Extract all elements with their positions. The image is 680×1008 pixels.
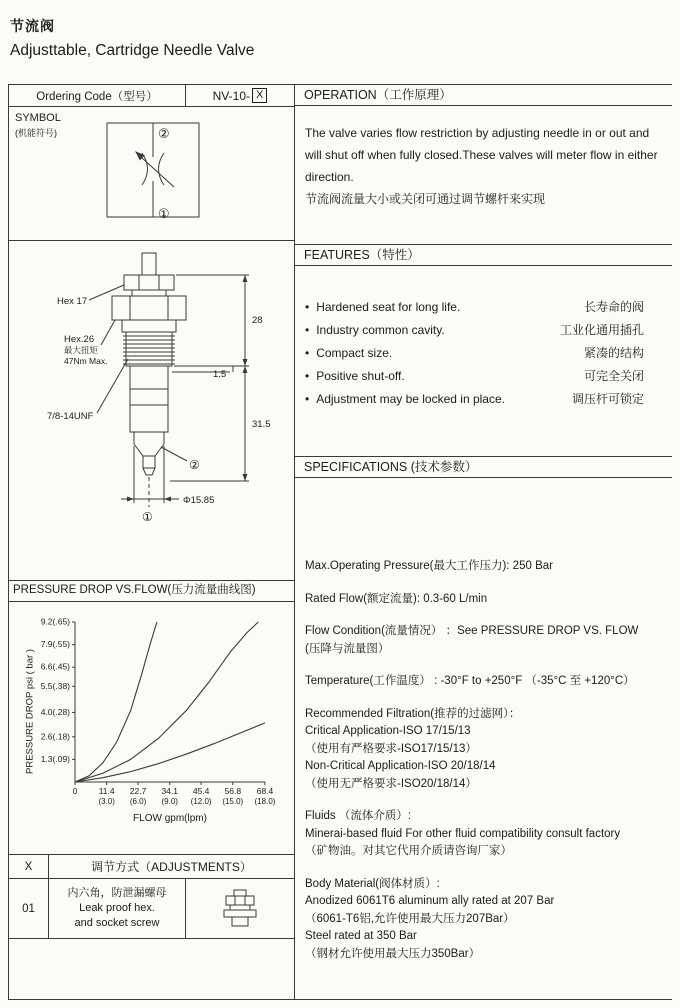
- spec-line: （使用无严格要求-ISO20/18/14）: [305, 777, 477, 790]
- adjustment-code: 01: [9, 879, 49, 938]
- chart-series-mid-open-2: [75, 622, 258, 782]
- spec-rated-flow: [305, 591, 660, 609]
- x-tick-sublabel: (18.0): [254, 797, 276, 806]
- symbol-section: [9, 107, 294, 241]
- nose-shape: [134, 432, 164, 456]
- x-tick-label: 11.4: [98, 786, 115, 796]
- symbol-label-zh: (机能符号): [15, 128, 57, 138]
- feature-text-zh: 工业化通用插孔: [559, 323, 644, 337]
- feature-item: [305, 296, 644, 319]
- spec-filtration: [305, 706, 660, 794]
- x-tick-sublabel: (6.0): [129, 797, 147, 806]
- feature-item: [305, 388, 644, 411]
- chart-ticks: [41, 617, 276, 807]
- right-column: [295, 84, 672, 1000]
- hex17-label: Hex 17: [57, 296, 88, 307]
- x-tick-sublabel: (3.0): [98, 797, 115, 806]
- spec-line: Recommended Filtration(推荐的过滤网）：: [305, 707, 521, 720]
- operation-text-zh: 节流阀流量大小或关闭可通过调节螺杆来实现: [305, 192, 546, 206]
- adjustment-screw-figure: [210, 886, 270, 932]
- spec-line: Rated Flow(额定流量): 0.3-60 L/min: [305, 592, 488, 605]
- feature-text-en: • Positive shut-off.: [316, 369, 405, 383]
- feature-text-zh: 调压杆可锁定: [571, 392, 644, 406]
- adjustment-description: [49, 879, 186, 938]
- specifications-header-text: SPECIFICATIONS (技术参数）: [304, 460, 478, 474]
- adjustments-header-row: [9, 855, 294, 879]
- symbol-lines: [107, 123, 199, 217]
- ordering-code-value: [186, 85, 294, 106]
- spec-line: Minerai-based fluid For other fluid compatibility consult factory: [305, 827, 621, 840]
- feature-text-zh: 长寿命的阀: [583, 300, 644, 314]
- operation-text-en: The valve varies flow restriction by adjusting needle in or out and will shut off when fully closed.These valves will meter flow in either direction.: [305, 126, 658, 184]
- x-tick-sublabel: (12.0): [190, 797, 212, 806]
- spec-line: Fluids （流体介质）:: [305, 810, 412, 822]
- ordering-code-label: Ordering Code（型号）: [9, 85, 186, 106]
- spec-line: （使用有严格要求-ISO17/15/13）: [305, 742, 477, 755]
- hex26-label: Hex.26: [64, 334, 95, 345]
- features-header-text: FEATURES（特性）: [304, 248, 420, 262]
- y-tick-label: 5.5(.38): [40, 680, 70, 691]
- spec-line: （6061-T6铝,允许使用最大压力207Bar）: [305, 912, 515, 925]
- hex-body-shape: [112, 296, 186, 320]
- chart-curves: [75, 622, 265, 782]
- adjustment-desc-en2: and socket screw: [74, 917, 160, 929]
- feature-text-en: • Hardened seat for long life.: [316, 300, 461, 314]
- dim-28-label: 28: [252, 315, 263, 326]
- operation-body: [295, 106, 672, 244]
- y-tick-label: 9.2(.65): [40, 616, 70, 627]
- specifications-header: [295, 456, 672, 478]
- chart-header-text: PRESSURE DROP VS.FLOW(压力流量曲线图): [13, 584, 256, 596]
- adjustments-col-x: X: [9, 855, 49, 878]
- spec-line: Steel rated at 350 Bar: [305, 930, 417, 942]
- spec-max-pressure: [305, 558, 660, 576]
- spec-line: Flow Condition(流量情况） ：See PRESSURE DROP VS. FLOW: [305, 625, 639, 637]
- y-tick-label: 6.6(.45): [40, 661, 70, 672]
- adjustment-desc-zh: 内六角，防泄漏螺母: [67, 887, 167, 899]
- page-header: [10, 16, 254, 60]
- x-tick-sublabel: (9.0): [161, 797, 178, 806]
- adjustment-figure-cell: [186, 879, 294, 938]
- drawing-port-1-label: ①: [142, 510, 153, 524]
- spec-line: Critical Application-ISO 17/15/13: [305, 725, 471, 737]
- page-title-zh: 节流阀: [10, 18, 55, 34]
- thread-shape: [126, 332, 172, 366]
- features-header: [295, 244, 672, 266]
- main-layout: [8, 84, 672, 1000]
- y-tick-label: 7.9(.55): [40, 639, 70, 650]
- spec-line: Max.Operating Pressure(最大工作压力): 250 Bar: [305, 560, 553, 572]
- feature-item: [305, 319, 644, 342]
- torque-label: 47Nm Max.: [64, 356, 108, 366]
- spec-fluids: [305, 808, 660, 861]
- chart-canvas: [13, 610, 293, 830]
- chart-series-restricted-1: [75, 622, 157, 782]
- valve-outline: [89, 253, 249, 507]
- adjustment-desc-en1: Leak proof hex.: [79, 902, 155, 914]
- ordering-code-prefix: NV-10-: [212, 88, 250, 103]
- adjustments-empty-row: [9, 939, 294, 999]
- y-axis-label: PRESSURE DROP psi ( bar ): [24, 649, 36, 774]
- spec-temperature: [305, 673, 660, 691]
- dim-1-5-label: 1.5: [213, 369, 227, 380]
- x-tick-label: 22.7: [129, 786, 147, 796]
- spec-flow-condition: [305, 623, 660, 658]
- chart-header: [9, 581, 294, 602]
- feature-item: [305, 365, 644, 388]
- pressure-flow-chart: [9, 602, 294, 855]
- dim-diameter-label: Φ15.85: [183, 495, 215, 506]
- features-list: [295, 266, 672, 456]
- spec-body-material: [305, 876, 660, 964]
- x-tick-label: 34.1: [161, 786, 178, 796]
- feature-text-en: • Adjustment may be locked in place.: [316, 392, 505, 406]
- x-tick-sublabel: (15.0): [222, 797, 244, 806]
- spec-line: Temperature(工作温度） : -30°F to +250°F （-35°C 至 +120°C）: [305, 675, 635, 687]
- left-column: [8, 84, 295, 1000]
- valve-cross-section: [9, 241, 294, 579]
- torque-zh-label: 最大扭矩: [64, 345, 99, 355]
- spec-line: （矿物油。对其它代用介质请咨询厂家）: [305, 845, 512, 857]
- ordering-code-x: X: [252, 88, 267, 103]
- adjust-arrow-icon: [141, 157, 174, 187]
- spec-line: Anodized 6061T6 aluminum ally rated at 207 Bar: [305, 895, 555, 907]
- symbol-label: SYMBOL: [15, 112, 61, 124]
- adjustment-row-01: [9, 879, 294, 939]
- feature-text-zh: 紧凑的结构: [583, 346, 644, 360]
- dim-31-5-label: 31.5: [252, 419, 271, 430]
- screw-outline: [224, 890, 256, 926]
- y-tick-label: 2.6(.18): [40, 731, 70, 742]
- cartridge-body-shape: [130, 366, 168, 432]
- x-axis-label: FLOW gpm(lpm): [133, 813, 207, 824]
- operation-header: [295, 84, 672, 106]
- feature-item: [305, 342, 644, 365]
- spec-line: Body Material(阀体材质）:: [305, 877, 440, 890]
- x-tick-label: 0: [72, 786, 78, 796]
- x-tick-label: 68.4: [256, 786, 274, 796]
- valve-drawing-section: [9, 241, 294, 581]
- symbol-port-2-label: ②: [158, 126, 170, 141]
- adjustments-table: [9, 855, 294, 999]
- spec-line: （钢材允许使用最大压力350Bar）: [305, 947, 481, 960]
- thread-label: 7/8-14UNF: [47, 411, 94, 422]
- feature-text-zh: 可完全关闭: [583, 369, 644, 383]
- drawing-port-2-label: ②: [189, 458, 200, 472]
- specifications-body: [295, 478, 672, 999]
- page-title-en: Adjusttable, Cartridge Needle Valve: [10, 42, 255, 59]
- spec-line: Non-Critical Application-ISO 20/18/14: [305, 760, 496, 772]
- ordering-code-row: [9, 85, 294, 107]
- feature-text-en: • Industry common cavity.: [316, 323, 445, 337]
- operation-header-text: OPERATION（工作原理）: [304, 88, 452, 102]
- feature-text-en: • Compact size.: [316, 346, 393, 360]
- y-tick-label: 1.3(.09): [40, 753, 70, 764]
- locknut-shape: [124, 275, 174, 290]
- adjustments-title: 调节方式（ADJUSTMENTS）: [91, 860, 252, 874]
- y-tick-label: 4.0(.28): [40, 706, 70, 717]
- x-tick-label: 56.8: [224, 786, 242, 796]
- symbol-port-1-label: ①: [158, 206, 170, 221]
- spec-line: (压降与流量图）: [305, 642, 390, 655]
- x-tick-label: 45.4: [192, 786, 210, 796]
